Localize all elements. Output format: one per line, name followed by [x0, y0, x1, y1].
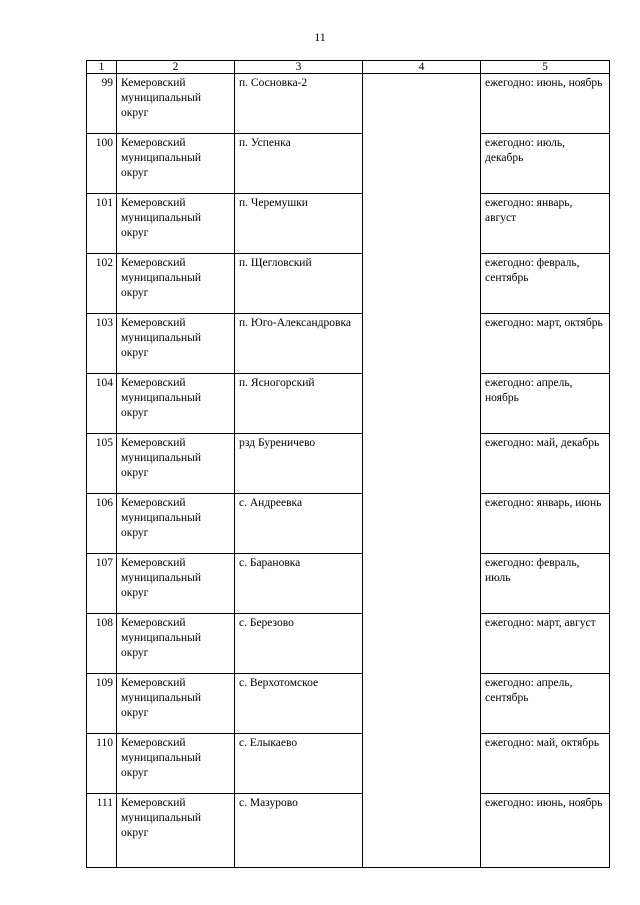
column-4-cell: [363, 134, 481, 194]
column-4-cell: [363, 674, 481, 734]
district-cell: Кемеровский муниципальный округ: [117, 254, 235, 314]
schedule-cell: ежегодно: февраль, сентябрь: [481, 254, 610, 314]
locality-cell: п. Сосновка-2: [235, 74, 363, 134]
locality-cell: п. Ясногорский: [235, 374, 363, 434]
district-cell: Кемеровский муниципальный округ: [117, 614, 235, 674]
locality-cell: п. Черемушки: [235, 194, 363, 254]
row-number-cell: 109: [87, 674, 117, 734]
table-row: [87, 674, 610, 734]
column-header-2: 2: [117, 61, 235, 74]
row-number-cell: 104: [87, 374, 117, 434]
schedule-cell: ежегодно: апрель, ноябрь: [481, 374, 610, 434]
schedule-cell: ежегодно: апрель, сентябрь: [481, 674, 610, 734]
column-4-cell: [363, 794, 481, 868]
table-row: [87, 494, 610, 554]
row-number-cell: 111: [87, 794, 117, 868]
schedule-cell: ежегодно: май, декабрь: [481, 434, 610, 494]
table-row: [87, 614, 610, 674]
schedule-cell: ежегодно: март, октябрь: [481, 314, 610, 374]
district-cell: Кемеровский муниципальный округ: [117, 674, 235, 734]
column-4-cell: [363, 194, 481, 254]
locality-cell: п. Успенка: [235, 134, 363, 194]
column-header-4: 4: [363, 61, 481, 74]
schedule-table: [86, 60, 610, 868]
locality-cell: с. Барановка: [235, 554, 363, 614]
district-cell: Кемеровский муниципальный округ: [117, 314, 235, 374]
page-number: 11: [314, 30, 326, 44]
district-cell: Кемеровский муниципальный округ: [117, 134, 235, 194]
schedule-cell: ежегодно: март, август: [481, 614, 610, 674]
locality-cell: с. Елыкаево: [235, 734, 363, 794]
district-cell: Кемеровский муниципальный округ: [117, 74, 235, 134]
row-number-cell: 108: [87, 614, 117, 674]
row-number-cell: 103: [87, 314, 117, 374]
column-header-1: 1: [87, 61, 117, 74]
table-row: [87, 434, 610, 494]
table-row: [87, 554, 610, 614]
locality-cell: с. Мазурово: [235, 794, 363, 868]
table-row: [87, 374, 610, 434]
table-row: [87, 254, 610, 314]
table-row: [87, 314, 610, 374]
column-4-cell: [363, 74, 481, 134]
column-header-3: 3: [235, 61, 363, 74]
table-row: [87, 194, 610, 254]
table-row: [87, 134, 610, 194]
schedule-cell: ежегодно: июль, декабрь: [481, 134, 610, 194]
column-4-cell: [363, 614, 481, 674]
locality-cell: с. Верхотомское: [235, 674, 363, 734]
schedule-cell: ежегодно: май, октябрь: [481, 734, 610, 794]
column-4-cell: [363, 554, 481, 614]
schedule-cell: ежегодно: январь, август: [481, 194, 610, 254]
column-header-5: 5: [481, 61, 610, 74]
schedule-cell: ежегодно: январь, июнь: [481, 494, 610, 554]
locality-cell: п. Щегловский: [235, 254, 363, 314]
table-row: [87, 734, 610, 794]
row-number-cell: 99: [87, 74, 117, 134]
row-number-cell: 107: [87, 554, 117, 614]
row-number-cell: 106: [87, 494, 117, 554]
row-number-cell: 100: [87, 134, 117, 194]
column-4-cell: [363, 314, 481, 374]
district-cell: Кемеровский муниципальный округ: [117, 734, 235, 794]
district-cell: Кемеровский муниципальный округ: [117, 494, 235, 554]
column-4-cell: [363, 494, 481, 554]
district-cell: Кемеровский муниципальный округ: [117, 794, 235, 868]
district-cell: Кемеровский муниципальный округ: [117, 554, 235, 614]
table-header-row: [87, 61, 610, 74]
row-number-cell: 110: [87, 734, 117, 794]
table-body: [87, 74, 610, 868]
row-number-cell: 105: [87, 434, 117, 494]
row-number-cell: 101: [87, 194, 117, 254]
schedule-cell: ежегодно: июнь, ноябрь: [481, 74, 610, 134]
column-4-cell: [363, 434, 481, 494]
column-4-cell: [363, 374, 481, 434]
locality-cell: с. Андреевка: [235, 494, 363, 554]
district-cell: Кемеровский муниципальный округ: [117, 194, 235, 254]
table-row: [87, 794, 610, 868]
table-row: [87, 74, 610, 134]
district-cell: Кемеровский муниципальный округ: [117, 374, 235, 434]
column-4-cell: [363, 734, 481, 794]
locality-cell: п. Юго-Александровка: [235, 314, 363, 374]
row-number-cell: 102: [87, 254, 117, 314]
column-4-cell: [363, 254, 481, 314]
district-cell: Кемеровский муниципальный округ: [117, 434, 235, 494]
locality-cell: с. Березово: [235, 614, 363, 674]
schedule-cell: ежегодно: февраль, июль: [481, 554, 610, 614]
locality-cell: рзд Буреничево: [235, 434, 363, 494]
schedule-cell: ежегодно: июнь, ноябрь: [481, 794, 610, 868]
